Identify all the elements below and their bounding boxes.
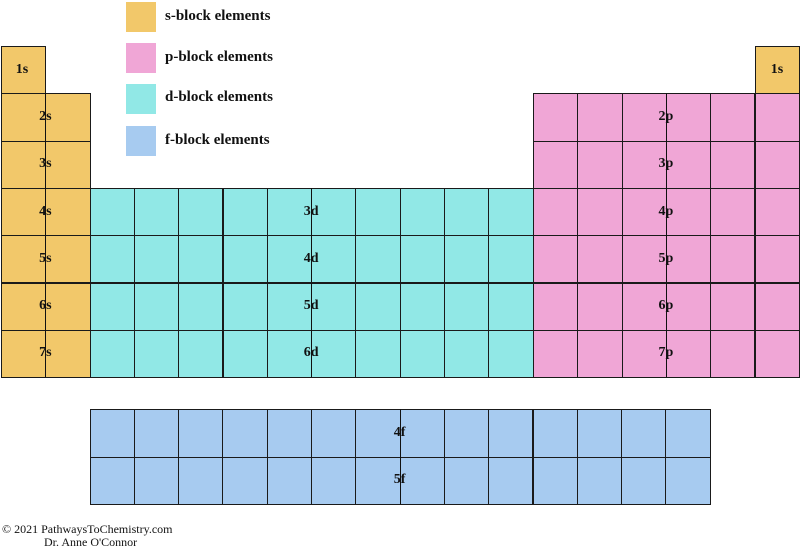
author-line: Dr. Anne O'Connor xyxy=(44,535,138,549)
element-cell-f xyxy=(533,409,578,458)
element-cell-d xyxy=(223,188,268,236)
element-cell-f xyxy=(533,457,578,506)
element-cell-d xyxy=(488,283,533,331)
legend-label-f: f-block elements xyxy=(165,132,270,148)
element-cell-d xyxy=(444,188,489,236)
element-cell-s xyxy=(45,93,90,141)
label-5d: 5d xyxy=(303,298,319,314)
label-7s: 7s xyxy=(39,345,52,361)
element-cell-f xyxy=(488,457,533,506)
label-2p: 2p xyxy=(658,108,674,124)
element-cell-p xyxy=(577,93,622,141)
element-cell-f xyxy=(134,409,179,458)
element-cell-d xyxy=(134,330,179,378)
element-cell-d xyxy=(178,235,223,283)
element-cell-p xyxy=(710,235,755,283)
element-cell-s xyxy=(45,330,90,378)
element-cell-f xyxy=(400,409,445,458)
element-cell-f xyxy=(311,409,356,458)
element-cell-f xyxy=(488,409,533,458)
element-cell-f xyxy=(267,457,312,506)
element-cell-d xyxy=(223,283,268,331)
legend-swatch-f xyxy=(126,126,156,156)
element-cell-d xyxy=(134,283,179,331)
label-3s: 3s xyxy=(39,156,52,172)
element-cell-f xyxy=(222,409,267,458)
element-cell-p xyxy=(755,93,800,141)
legend-label-d: d-block elements xyxy=(165,89,273,105)
legend-swatch-p xyxy=(126,43,156,73)
element-cell-d xyxy=(90,235,135,283)
element-cell-d xyxy=(400,235,445,283)
label-6s: 6s xyxy=(39,298,52,314)
element-cell-p xyxy=(710,188,755,236)
element-cell-d xyxy=(400,283,445,331)
element-cell-s xyxy=(45,283,90,331)
element-cell-p xyxy=(577,283,622,331)
element-cell-f xyxy=(134,457,179,506)
element-cell-d xyxy=(178,330,223,378)
element-cell-d xyxy=(444,330,489,378)
element-cell-f xyxy=(311,457,356,506)
element-cell-d xyxy=(488,235,533,283)
element-cell-d xyxy=(223,330,268,378)
label-7p: 7p xyxy=(658,345,674,361)
element-cell-f xyxy=(178,457,223,506)
element-cell-d xyxy=(488,188,533,236)
copyright-line: © 2021 PathwaysToChemistry.com xyxy=(2,522,173,536)
legend-swatch-d xyxy=(126,84,156,114)
label-3p: 3p xyxy=(658,156,674,172)
element-cell-p xyxy=(755,141,800,189)
element-cell-d xyxy=(178,283,223,331)
label-4p: 4p xyxy=(658,203,674,219)
label-6d: 6d xyxy=(303,345,319,361)
element-cell-f xyxy=(577,457,622,506)
element-cell-p xyxy=(710,283,755,331)
label-2s: 2s xyxy=(39,108,52,124)
element-cell-d xyxy=(444,235,489,283)
element-cell-d xyxy=(90,283,135,331)
element-cell-d xyxy=(355,188,400,236)
element-cell-d xyxy=(355,330,400,378)
element-cell-p xyxy=(755,283,800,331)
element-cell-d xyxy=(355,283,400,331)
element-cell-d xyxy=(90,330,135,378)
element-cell-d xyxy=(400,330,445,378)
element-cell-d xyxy=(488,330,533,378)
element-cell-d xyxy=(223,235,268,283)
element-cell-f xyxy=(90,457,135,506)
label-4d: 4d xyxy=(303,250,319,266)
label-4s: 4s xyxy=(39,203,52,219)
element-cell-f xyxy=(178,409,223,458)
element-cell-s xyxy=(45,235,90,283)
element-cell-p xyxy=(710,141,755,189)
element-cell-p xyxy=(533,188,578,236)
element-cell-d xyxy=(134,235,179,283)
element-cell-f xyxy=(267,409,312,458)
label-5s: 5s xyxy=(39,250,52,266)
element-cell-f xyxy=(444,409,489,458)
legend-label-s: s-block elements xyxy=(165,8,271,24)
element-cell-s xyxy=(45,141,90,189)
element-cell-p xyxy=(577,188,622,236)
element-cell-d xyxy=(134,188,179,236)
label-1s-helium: 1s xyxy=(770,62,784,77)
legend-label-p: p-block elements xyxy=(165,49,273,65)
element-cell-d xyxy=(90,188,135,236)
element-cell-p xyxy=(533,330,578,378)
element-cell-p xyxy=(755,330,800,378)
element-cell-p xyxy=(577,330,622,378)
element-cell-f xyxy=(400,457,445,506)
element-cell-p xyxy=(710,330,755,378)
element-cell-f xyxy=(577,409,622,458)
element-cell-d xyxy=(400,188,445,236)
element-cell-f xyxy=(90,409,135,458)
element-cell-f xyxy=(665,457,710,506)
element-cell-d xyxy=(355,235,400,283)
element-cell-s xyxy=(45,188,90,236)
element-cell-p xyxy=(533,283,578,331)
legend-swatch-s xyxy=(126,2,156,32)
element-cell-f xyxy=(222,457,267,506)
label-5p: 5p xyxy=(658,250,674,266)
label-4f: 4f xyxy=(393,424,406,440)
label-1s-hydrogen: 1s xyxy=(15,62,29,77)
element-cell-p xyxy=(577,141,622,189)
element-cell-f xyxy=(621,409,666,458)
element-cell-p xyxy=(755,235,800,283)
element-cell-p xyxy=(577,235,622,283)
element-cell-f xyxy=(621,457,666,506)
element-cell-p xyxy=(533,141,578,189)
label-5f: 5f xyxy=(393,472,406,488)
element-cell-p xyxy=(755,188,800,236)
element-cell-f xyxy=(444,457,489,506)
element-cell-p xyxy=(533,235,578,283)
element-cell-d xyxy=(178,188,223,236)
element-cell-f xyxy=(665,409,710,458)
element-cell-p xyxy=(710,93,755,141)
label-6p: 6p xyxy=(658,298,674,314)
element-cell-d xyxy=(444,283,489,331)
label-3d: 3d xyxy=(303,203,319,219)
element-cell-p xyxy=(533,93,578,141)
